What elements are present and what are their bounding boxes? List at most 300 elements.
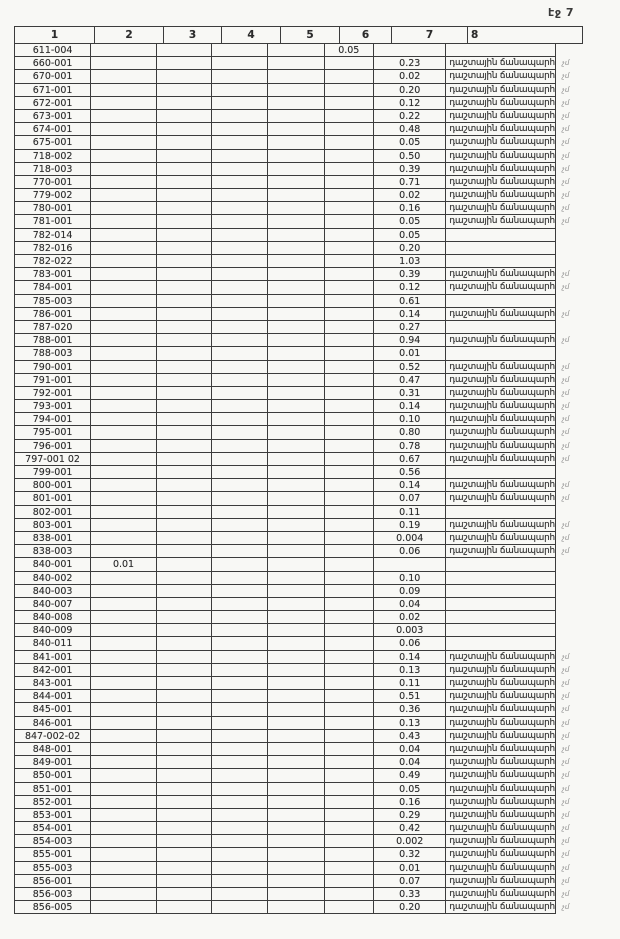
- cell-value-col2: [91, 783, 157, 796]
- cell-value-col7: 0.39: [374, 163, 446, 176]
- cell-value-col3: [157, 334, 212, 347]
- cell-land-use: դաշտային ճանապարհ: [446, 84, 556, 97]
- cell-land-use: դաշտային ճանապարհ: [446, 440, 556, 453]
- cell-value-col6: [325, 97, 375, 110]
- cell-value-col6: [325, 150, 375, 163]
- cell-value-col4: [212, 255, 268, 268]
- cell-value-col4: [212, 637, 268, 650]
- cell-value-col6: [325, 453, 375, 466]
- cell-value-col2: [91, 611, 157, 624]
- cell-value-col7: 0.61: [374, 295, 446, 308]
- cell-value-col3: [157, 532, 212, 545]
- column-header-2: 2: [95, 27, 164, 44]
- cell-land-use: դաշտային ճանապարհ: [446, 97, 556, 110]
- cell-value-col6: [325, 202, 375, 215]
- cell-value-col4: [212, 334, 268, 347]
- cell-value-col3: [157, 44, 212, 57]
- cell-land-use: դաշտային ճանապարհ: [446, 862, 556, 875]
- cell-land-use: դաշտային ճանապարհ: [446, 413, 556, 426]
- margin-annotation: [556, 347, 583, 360]
- cell-value-col2: [91, 730, 157, 743]
- cell-value-col7: 0.50: [374, 150, 446, 163]
- cell-value-col2: [91, 822, 157, 835]
- cell-value-col4: [212, 163, 268, 176]
- cell-parcel-code: 779-002: [15, 189, 91, 202]
- cell-value-col6: [325, 796, 375, 809]
- cell-value-col6: [325, 440, 375, 453]
- cell-value-col4: [212, 651, 268, 664]
- cell-land-use: դաշտային ճանապարհ: [446, 875, 556, 888]
- table-row: [15, 611, 583, 624]
- cell-value-col3: [157, 730, 212, 743]
- cell-value-col2: [91, 400, 157, 413]
- table-row: [15, 295, 583, 308]
- cell-value-col6: [325, 717, 375, 730]
- cell-value-col3: [157, 347, 212, 360]
- cell-value-col5: [268, 202, 324, 215]
- cell-value-col3: [157, 598, 212, 611]
- cell-value-col4: [212, 558, 268, 571]
- margin-annotation: [556, 637, 583, 650]
- cell-land-use: դաշտային ճանապարհ: [446, 664, 556, 677]
- cell-value-col3: [157, 150, 212, 163]
- cell-parcel-code: 851-001: [15, 783, 91, 796]
- cell-value-col5: [268, 308, 324, 321]
- cell-parcel-code: 850-001: [15, 769, 91, 782]
- cell-value-col6: [325, 677, 375, 690]
- cell-value-col2: [91, 703, 157, 716]
- margin-annotation: [556, 466, 583, 479]
- cell-parcel-code: 856-001: [15, 875, 91, 888]
- cell-value-col6: [325, 374, 375, 387]
- cell-value-col3: [157, 506, 212, 519]
- cell-value-col7: 1.03: [374, 255, 446, 268]
- cell-value-col5: [268, 281, 324, 294]
- cell-value-col5: [268, 110, 324, 123]
- cell-land-use: [446, 637, 556, 650]
- cell-parcel-code: 856-005: [15, 901, 91, 914]
- cell-value-col6: [325, 281, 375, 294]
- margin-annotation: չմ: [562, 309, 570, 318]
- cell-value-col4: [212, 611, 268, 624]
- margin-annotation: չմ: [562, 903, 570, 912]
- cell-value-col7: 0.04: [374, 743, 446, 756]
- table-row: [15, 426, 583, 439]
- margin-annotation: չմ: [562, 652, 570, 661]
- table-row: [15, 215, 583, 228]
- cell-value-col4: [212, 440, 268, 453]
- cell-value-col6: [325, 492, 375, 505]
- cell-value-col3: [157, 374, 212, 387]
- cell-value-col3: [157, 426, 212, 439]
- table-row: [15, 848, 583, 861]
- cell-value-col6: [325, 598, 375, 611]
- table-row: [15, 822, 583, 835]
- cell-value-col2: [91, 215, 157, 228]
- cell-value-col4: [212, 44, 268, 57]
- table-row: [15, 743, 583, 756]
- margin-annotation: [556, 44, 583, 57]
- table-row: [15, 690, 583, 703]
- cell-value-col6: [325, 690, 375, 703]
- cell-value-col2: [91, 875, 157, 888]
- margin-annotation: չմ: [562, 415, 570, 424]
- cell-value-col3: [157, 492, 212, 505]
- cell-parcel-code: 848-001: [15, 743, 91, 756]
- margin-annotation: չմ: [562, 850, 570, 859]
- cell-land-use: դաշտային ճանապարհ: [446, 519, 556, 532]
- cell-value-col6: [325, 703, 375, 716]
- cell-value-col4: [212, 426, 268, 439]
- cell-parcel-code: 780-001: [15, 202, 91, 215]
- cell-value-col2: [91, 901, 157, 914]
- cell-value-col7: 0.31: [374, 387, 446, 400]
- cell-value-col2: [91, 123, 157, 136]
- table-row: [15, 84, 583, 97]
- cell-value-col3: [157, 664, 212, 677]
- table-row: [15, 308, 583, 321]
- cell-value-col6: [325, 426, 375, 439]
- table-row: [15, 637, 583, 650]
- cell-value-col2: [91, 150, 157, 163]
- cell-value-col4: [212, 717, 268, 730]
- cell-value-col7: 0.78: [374, 440, 446, 453]
- cell-value-col4: [212, 413, 268, 426]
- cell-value-col7: 0.09: [374, 585, 446, 598]
- cell-value-col7: [374, 44, 446, 57]
- margin-annotation: չմ: [562, 679, 570, 687]
- cell-parcel-code: 785-003: [15, 295, 91, 308]
- cell-land-use: դաշտային ճանապարհ: [446, 374, 556, 387]
- cell-value-col2: [91, 110, 157, 123]
- cell-parcel-code: 799-001: [15, 466, 91, 479]
- cell-value-col2: [91, 44, 157, 57]
- margin-annotation: չմ: [562, 692, 570, 701]
- cell-parcel-code: 840-002: [15, 572, 91, 585]
- cell-parcel-code: 852-001: [15, 796, 91, 809]
- cell-value-col5: [268, 255, 324, 268]
- cell-land-use: դաշտային ճանապարհ: [446, 387, 556, 400]
- cell-value-col6: [325, 611, 375, 624]
- table-row: [15, 110, 583, 123]
- margin-annotation: չմ: [562, 164, 570, 173]
- table-row: [15, 163, 583, 176]
- cell-value-col7: 0.20: [374, 242, 446, 255]
- cell-parcel-code: 840-007: [15, 598, 91, 611]
- cell-value-col6: [325, 756, 375, 769]
- cell-value-col6: [325, 466, 375, 479]
- cell-value-col7: 0.29: [374, 809, 446, 822]
- column-header-1: 1: [15, 27, 95, 44]
- table-row: [15, 242, 583, 255]
- cell-value-col4: [212, 809, 268, 822]
- cell-value-col4: [212, 189, 268, 202]
- table-row: [15, 176, 583, 189]
- cell-value-col5: [268, 756, 324, 769]
- cell-value-col2: [91, 848, 157, 861]
- cell-value-col3: [157, 255, 212, 268]
- margin-annotation: չմ: [562, 125, 570, 134]
- cell-value-col6: [325, 189, 375, 202]
- cell-parcel-code: 846-001: [15, 717, 91, 730]
- cell-value-col5: [268, 848, 324, 861]
- cell-value-col4: [212, 506, 268, 519]
- cell-value-col3: [157, 875, 212, 888]
- cell-value-col5: [268, 783, 324, 796]
- cell-value-col3: [157, 717, 212, 730]
- cell-value-col3: [157, 440, 212, 453]
- table-row: [15, 440, 583, 453]
- table-row: [15, 255, 583, 268]
- cell-value-col5: [268, 163, 324, 176]
- margin-annotation: [556, 295, 583, 308]
- cell-land-use: դաշտային ճանապարհ: [446, 400, 556, 413]
- cell-value-col6: [325, 519, 375, 532]
- cell-parcel-code: 611-004: [15, 44, 91, 57]
- cell-value-col7: 0.13: [374, 717, 446, 730]
- cell-value-col5: [268, 70, 324, 83]
- cell-value-col5: [268, 875, 324, 888]
- cell-value-col6: [325, 110, 375, 123]
- cell-value-col5: [268, 862, 324, 875]
- cell-value-col3: [157, 413, 212, 426]
- cell-value-col7: 0.80: [374, 426, 446, 439]
- cell-value-col7: 0.16: [374, 202, 446, 215]
- table-row: [15, 664, 583, 677]
- table-row: [15, 703, 583, 716]
- cell-land-use: [446, 44, 556, 57]
- cell-value-col3: [157, 123, 212, 136]
- margin-annotation: չմ: [562, 151, 570, 160]
- cell-value-col7: 0.02: [374, 189, 446, 202]
- cell-land-use: դաշտային ճանապարհ: [446, 334, 556, 347]
- cell-value-col7: 0.19: [374, 519, 446, 532]
- table-row: [15, 901, 583, 914]
- margin-annotation: չմ: [562, 375, 570, 384]
- margin-annotation: չմ: [562, 533, 570, 542]
- margin-annotation: չմ: [562, 705, 570, 714]
- cell-value-col3: [157, 703, 212, 716]
- cell-parcel-code: 843-001: [15, 677, 91, 690]
- margin-annotation: չմ: [562, 59, 570, 68]
- margin-annotation: [556, 572, 583, 585]
- cell-value-col4: [212, 888, 268, 901]
- cell-parcel-code: 796-001: [15, 440, 91, 453]
- cell-value-col4: [212, 598, 268, 611]
- table-row: [15, 229, 583, 242]
- margin-annotation: չմ: [562, 876, 570, 885]
- cell-land-use: դաշտային ճանապարհ: [446, 848, 556, 861]
- cell-value-col5: [268, 387, 324, 400]
- column-header-6: 6: [340, 27, 392, 44]
- cell-parcel-code: 840-009: [15, 624, 91, 637]
- cell-value-col2: [91, 637, 157, 650]
- cell-land-use: դաշտային ճանապարհ: [446, 545, 556, 558]
- cell-land-use: [446, 229, 556, 242]
- cell-parcel-code: 786-001: [15, 308, 91, 321]
- cell-value-col7: 0.51: [374, 690, 446, 703]
- cell-value-col7: 0.47: [374, 374, 446, 387]
- margin-annotation: [556, 255, 583, 268]
- cell-value-col4: [212, 400, 268, 413]
- cell-land-use: [446, 466, 556, 479]
- cell-parcel-code: 782-016: [15, 242, 91, 255]
- cell-value-col6: [325, 57, 375, 70]
- cell-value-col6: [325, 84, 375, 97]
- cell-value-col7: 0.49: [374, 769, 446, 782]
- cell-value-col5: [268, 637, 324, 650]
- margin-annotation: չմ: [562, 217, 570, 226]
- cell-land-use: դաշտային ճանապարհ: [446, 756, 556, 769]
- cell-value-col3: [157, 229, 212, 242]
- cell-value-col5: [268, 215, 324, 228]
- table-row: [15, 400, 583, 413]
- cell-land-use: դաշտային ճանապարհ: [446, 70, 556, 83]
- cell-value-col4: [212, 532, 268, 545]
- cell-value-col5: [268, 796, 324, 809]
- cell-value-col7: 0.11: [374, 506, 446, 519]
- cell-value-col7: 0.04: [374, 756, 446, 769]
- cell-value-col3: [157, 466, 212, 479]
- cell-value-col5: [268, 585, 324, 598]
- cell-value-col4: [212, 664, 268, 677]
- cell-value-col2: [91, 545, 157, 558]
- cell-land-use: դաշտային ճանապարհ: [446, 268, 556, 281]
- cell-value-col7: 0.23: [374, 57, 446, 70]
- cell-value-col5: [268, 492, 324, 505]
- table-row: [15, 651, 583, 664]
- cell-value-col4: [212, 848, 268, 861]
- cell-value-col3: [157, 835, 212, 848]
- cell-land-use: դաշտային ճանապարհ: [446, 361, 556, 374]
- cell-value-col3: [157, 136, 212, 149]
- table-row: [15, 677, 583, 690]
- cell-parcel-code: 675-001: [15, 136, 91, 149]
- cell-value-col3: [157, 611, 212, 624]
- cell-parcel-code: 788-001: [15, 334, 91, 347]
- cell-land-use: դաշտային ճանապարհ: [446, 730, 556, 743]
- cell-value-col2: [91, 862, 157, 875]
- cell-value-col4: [212, 202, 268, 215]
- cell-value-col2: [91, 479, 157, 492]
- table-row: [15, 532, 583, 545]
- margin-annotation: [556, 321, 583, 334]
- cell-land-use: դաշտային ճանապարհ: [446, 822, 556, 835]
- cell-land-use: [446, 295, 556, 308]
- cell-value-col4: [212, 572, 268, 585]
- cell-value-col7: 0.27: [374, 321, 446, 334]
- margin-annotation: [556, 611, 583, 624]
- cell-land-use: դաշտային ճանապարհ: [446, 703, 556, 716]
- cell-value-col6: 0.05: [325, 44, 375, 57]
- cell-value-col6: [325, 532, 375, 545]
- cell-value-col7: 0.14: [374, 651, 446, 664]
- cell-parcel-code: 844-001: [15, 690, 91, 703]
- cell-value-col5: [268, 703, 324, 716]
- cell-value-col5: [268, 624, 324, 637]
- cell-value-col4: [212, 756, 268, 769]
- margin-annotation: չմ: [562, 810, 570, 819]
- table-row: [15, 413, 583, 426]
- cell-value-col5: [268, 717, 324, 730]
- cell-parcel-code: 800-001: [15, 479, 91, 492]
- cell-value-col4: [212, 361, 268, 374]
- cell-value-col5: [268, 150, 324, 163]
- cell-value-col7: 0.10: [374, 413, 446, 426]
- cell-parcel-code: 841-001: [15, 651, 91, 664]
- cell-land-use: [446, 624, 556, 637]
- cell-value-col3: [157, 677, 212, 690]
- table-row: [15, 506, 583, 519]
- cell-value-col4: [212, 295, 268, 308]
- cell-value-col5: [268, 84, 324, 97]
- cell-value-col6: [325, 123, 375, 136]
- margin-annotation: չմ: [562, 454, 570, 463]
- cell-land-use: դաշտային ճանապարհ: [446, 783, 556, 796]
- cell-value-col5: [268, 123, 324, 136]
- cell-value-col4: [212, 783, 268, 796]
- cell-land-use: [446, 506, 556, 519]
- cell-value-col6: [325, 321, 375, 334]
- cell-value-col6: [325, 334, 375, 347]
- cell-value-col2: [91, 281, 157, 294]
- cell-value-col5: [268, 598, 324, 611]
- cell-value-col5: [268, 572, 324, 585]
- cell-parcel-code: 854-003: [15, 835, 91, 848]
- margin-annotation: չմ: [562, 283, 570, 292]
- cell-value-col7: 0.01: [374, 347, 446, 360]
- cell-value-col3: [157, 189, 212, 202]
- cell-value-col5: [268, 413, 324, 426]
- cell-value-col7: 0.004: [374, 532, 446, 545]
- cell-value-col3: [157, 268, 212, 281]
- page-number-label: էջ 7: [548, 6, 574, 19]
- cell-value-col5: [268, 545, 324, 558]
- cell-value-col2: [91, 413, 157, 426]
- cell-value-col2: [91, 84, 157, 97]
- cell-value-col3: [157, 545, 212, 558]
- cell-value-col4: [212, 387, 268, 400]
- margin-annotation: [556, 585, 583, 598]
- table-row: [15, 783, 583, 796]
- table-row: [15, 769, 583, 782]
- cell-value-col7: 0.22: [374, 110, 446, 123]
- margin-annotation: չմ: [562, 481, 570, 490]
- cell-land-use: [446, 255, 556, 268]
- cell-value-col4: [212, 690, 268, 703]
- cell-value-col5: [268, 229, 324, 242]
- cell-value-col2: [91, 519, 157, 532]
- cell-value-col2: [91, 717, 157, 730]
- margin-annotation: [556, 242, 583, 255]
- margin-annotation: չմ: [562, 837, 570, 846]
- cell-value-col2: [91, 466, 157, 479]
- cell-value-col6: [325, 664, 375, 677]
- cell-value-col4: [212, 822, 268, 835]
- cell-value-col5: [268, 677, 324, 690]
- cell-parcel-code: 672-001: [15, 97, 91, 110]
- cell-value-col2: [91, 453, 157, 466]
- column-header-3: 3: [164, 27, 222, 44]
- cell-value-col7: 0.14: [374, 479, 446, 492]
- margin-annotation: չմ: [562, 441, 570, 450]
- cell-value-col3: [157, 387, 212, 400]
- cell-value-col6: [325, 295, 375, 308]
- cell-value-col6: [325, 848, 375, 861]
- cell-value-col6: [325, 651, 375, 664]
- table-row: [15, 572, 583, 585]
- cell-value-col4: [212, 624, 268, 637]
